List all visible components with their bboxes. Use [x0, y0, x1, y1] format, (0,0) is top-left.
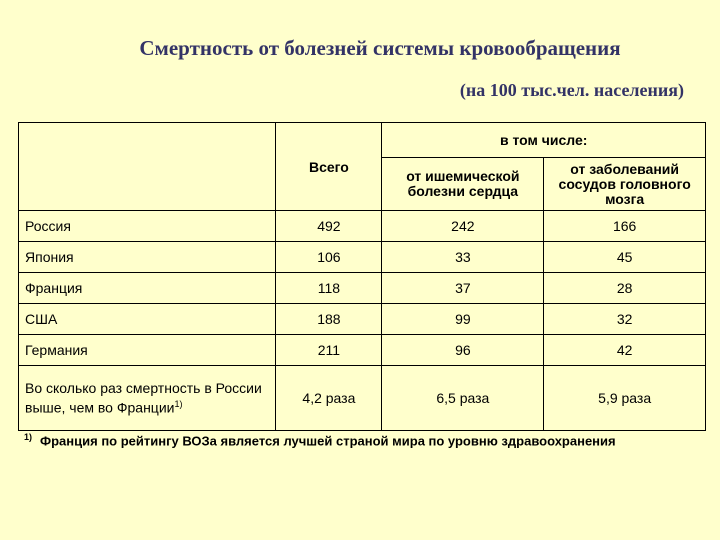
ratio-label-cell: [19, 366, 276, 431]
mortality-table: [18, 122, 706, 431]
total-cell: 211: [276, 335, 382, 366]
ischemic-cell: 33: [382, 242, 544, 273]
ischemic-cell: 99: [382, 304, 544, 335]
ratio-label: Во сколько раз смертность в России выше, чем во Франции: [25, 380, 262, 416]
table-row: [19, 273, 706, 304]
header-total: Всего: [276, 123, 382, 211]
cerebrovascular-cell: 166: [544, 211, 706, 242]
page-subtitle: (на 100 тыс.чел. населения): [459, 80, 684, 100]
ratio-row: [19, 366, 706, 431]
footnote-ref: 1): [174, 399, 183, 410]
ratio-cerebrovascular-cell: 5,9 раза: [544, 366, 706, 431]
header-cerebrovascular: от заболеваний сосудов головного мозга: [544, 158, 706, 211]
footnote: [24, 432, 616, 448]
header-blank-cell: [19, 123, 276, 211]
country-cell: Франция: [19, 273, 276, 304]
page-title: Смертность от болезней системы кровообращения: [139, 36, 621, 60]
total-cell: 188: [276, 304, 382, 335]
table-row: [19, 242, 706, 273]
cerebrovascular-cell: 45: [544, 242, 706, 273]
cerebrovascular-cell: 42: [544, 335, 706, 366]
total-cell: 492: [276, 211, 382, 242]
table-row: [19, 335, 706, 366]
table-row: [19, 304, 706, 335]
ratio-total-cell: 4,2 раза: [276, 366, 382, 431]
ischemic-cell: 96: [382, 335, 544, 366]
table-header-row: [19, 123, 706, 158]
header-ischemic: от ишемической болезни сердца: [382, 158, 544, 211]
table-row: [19, 211, 706, 242]
ratio-ischemic-cell: 6,5 раза: [382, 366, 544, 431]
cerebrovascular-cell: 28: [544, 273, 706, 304]
footnote-text: Франция по рейтингу ВОЗа является лучшей страной мира по уровню здравоохранения: [40, 433, 616, 449]
country-cell: Германия: [19, 335, 276, 366]
total-cell: 106: [276, 242, 382, 273]
country-cell: США: [19, 304, 276, 335]
ischemic-cell: 37: [382, 273, 544, 304]
cerebrovascular-cell: 32: [544, 304, 706, 335]
country-cell: Япония: [19, 242, 276, 273]
total-cell: 118: [276, 273, 382, 304]
ischemic-cell: 242: [382, 211, 544, 242]
header-group: в том числе:: [382, 123, 706, 158]
country-cell: Россия: [19, 211, 276, 242]
footnote-marker: 1): [24, 432, 33, 442]
